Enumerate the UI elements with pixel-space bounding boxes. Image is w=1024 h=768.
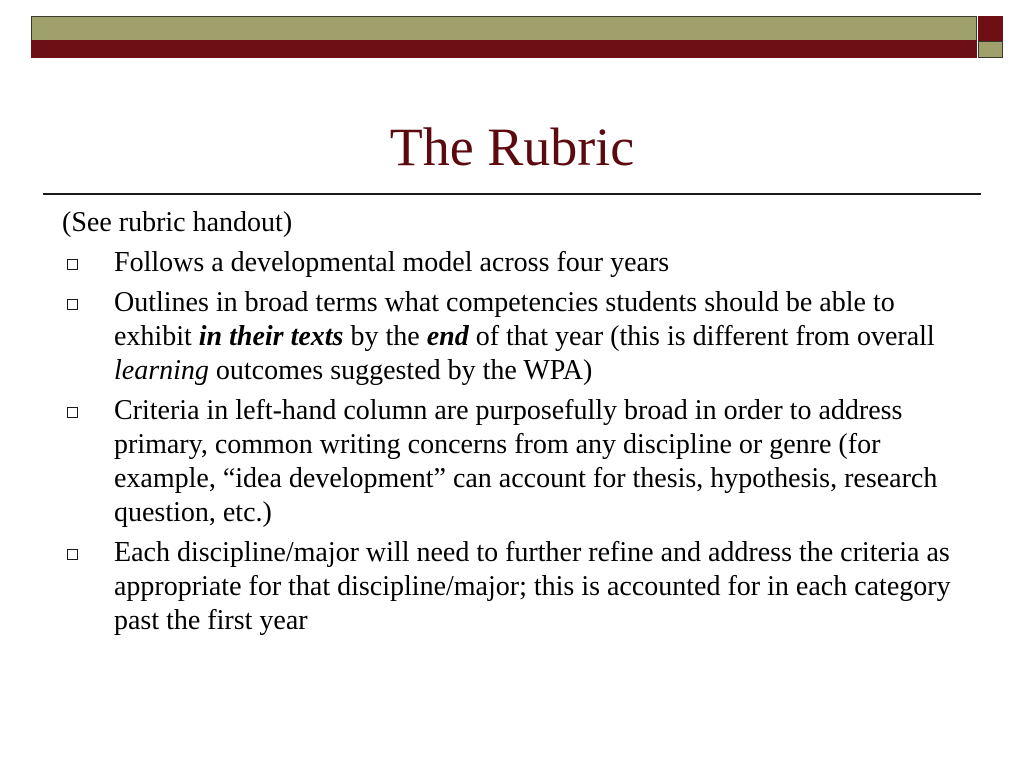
banner-olive-band — [31, 16, 977, 41]
bullet-list — [62, 246, 962, 638]
hollow-square-bullet-icon — [67, 407, 78, 418]
bullet-text: Criteria in left-hand column are purposefully broad in order to address primary, common writing concerns from any discipline or genre (for example, “idea development” can account for thesis, hypothesis, research question, etc.) — [114, 395, 938, 528]
bullet-item-criteria — [62, 394, 962, 530]
bullet-text-part: of that year (this is different from overall — [468, 321, 935, 352]
hollow-square-bullet-icon — [67, 259, 78, 270]
bullet-text-part: outcomes suggested by the WPA) — [208, 355, 593, 386]
emphasis-in-their-texts: in their texts — [198, 321, 344, 352]
emphasis-learning: learning — [114, 355, 209, 386]
banner-red-band — [31, 40, 977, 58]
banner-red-square — [978, 16, 1003, 41]
bullet-text-part: Outlines in broad terms what competencies students should be able to exhibit — [114, 287, 895, 352]
hollow-square-bullet-icon — [67, 549, 78, 560]
bullet-item-competencies — [62, 286, 962, 388]
bullet-item-discipline-refine — [62, 536, 962, 638]
bullet-text-part: by the — [343, 321, 427, 352]
title-divider — [43, 193, 981, 195]
intro-text: (See rubric handout) — [62, 207, 293, 238]
hollow-square-bullet-icon — [67, 299, 78, 310]
banner-olive-square — [978, 41, 1003, 58]
bullet-text: Each discipline/major will need to further refine and address the criteria as appropriate for that discipline/major; this is accounted for in each category past the first year — [114, 537, 951, 636]
slide-title: The Rubric — [389, 117, 635, 177]
bullet-item-developmental-model — [62, 246, 962, 280]
emphasis-end: end — [426, 321, 469, 352]
slide-body — [62, 206, 962, 644]
bullet-text: Follows a developmental model across four years — [114, 247, 670, 278]
